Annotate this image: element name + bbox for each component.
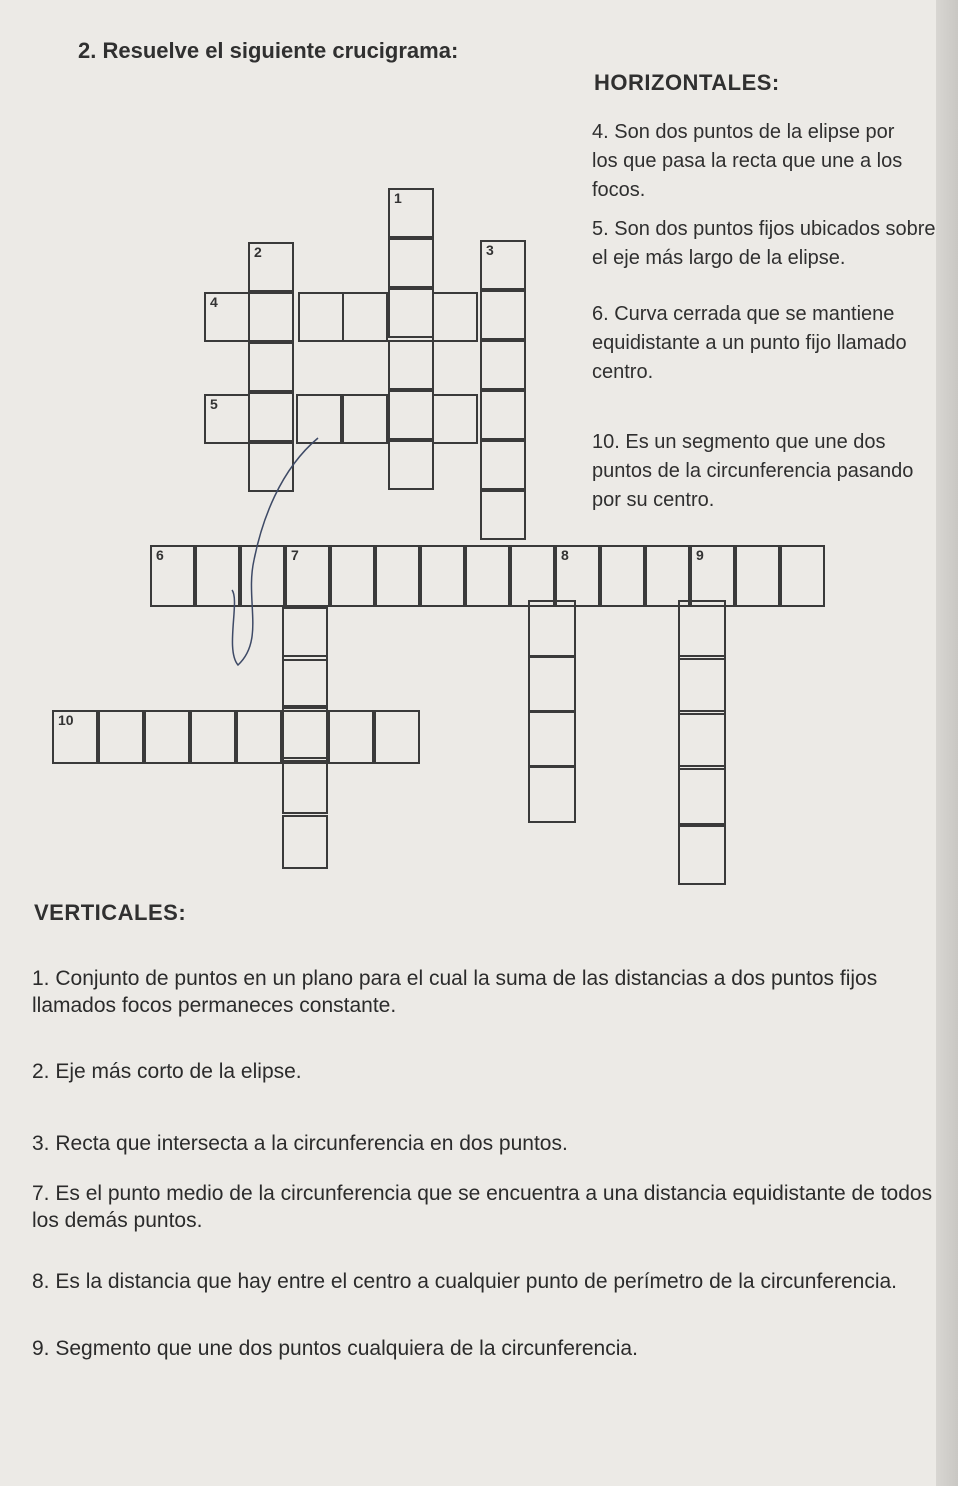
clue-number: 8 bbox=[561, 547, 569, 563]
clue-number: 6 bbox=[156, 547, 164, 563]
clue-number: 3 bbox=[486, 242, 494, 258]
clue-number: 2 bbox=[254, 244, 262, 260]
clue-h-5: 5. Son dos puntos fijos ubicados sobre el eje más largo de la elipse. bbox=[592, 218, 936, 269]
clue-h-10: 10. Es un segmento que une dos puntos de la circunferencia pasando por su centro. bbox=[592, 431, 914, 511]
clue-h-4: 4. Son dos puntos de la elipse por los que pasa la recta que une a los focos. bbox=[592, 121, 903, 201]
clue-number: 7 bbox=[291, 547, 299, 563]
clue-number: 4 bbox=[210, 294, 218, 310]
exercise-title: 2. Resuelve el siguiente crucigrama: bbox=[78, 38, 459, 63]
clue-number: 9 bbox=[696, 547, 704, 563]
clue-v-9: 9. Segmento que une dos puntos cualquiera de la circunferencia. bbox=[32, 1337, 638, 1360]
clue-v-3: 3. Recta que intersecta a la circunferencia en dos puntos. bbox=[32, 1132, 568, 1155]
clue-v-1: 1. Conjunto de puntos en un plano para el cual la suma de las distancias a dos puntos fijos llamados focos permaneces constante. bbox=[32, 967, 878, 1017]
horizontales-heading: HORIZONTALES: bbox=[594, 70, 780, 95]
verticales-heading: VERTICALES: bbox=[34, 900, 187, 925]
clue-h-6: 6. Curva cerrada que se mantiene equidistante a un punto fijo llamado centro. bbox=[592, 303, 907, 383]
clue-number: 1 bbox=[394, 190, 402, 206]
clue-number: 5 bbox=[210, 396, 218, 412]
clue-v-7: 7. Es el punto medio de la circunferencia que se encuentra a una distancia equidistante de todos los demás puntos. bbox=[32, 1182, 933, 1232]
clue-number: 10 bbox=[58, 712, 74, 728]
clue-v-2: 2. Eje más corto de la elipse. bbox=[32, 1060, 302, 1083]
clue-v-8: 8. Es la distancia que hay entre el centro a cualquier punto de perímetro de la circunferencia. bbox=[32, 1270, 898, 1293]
